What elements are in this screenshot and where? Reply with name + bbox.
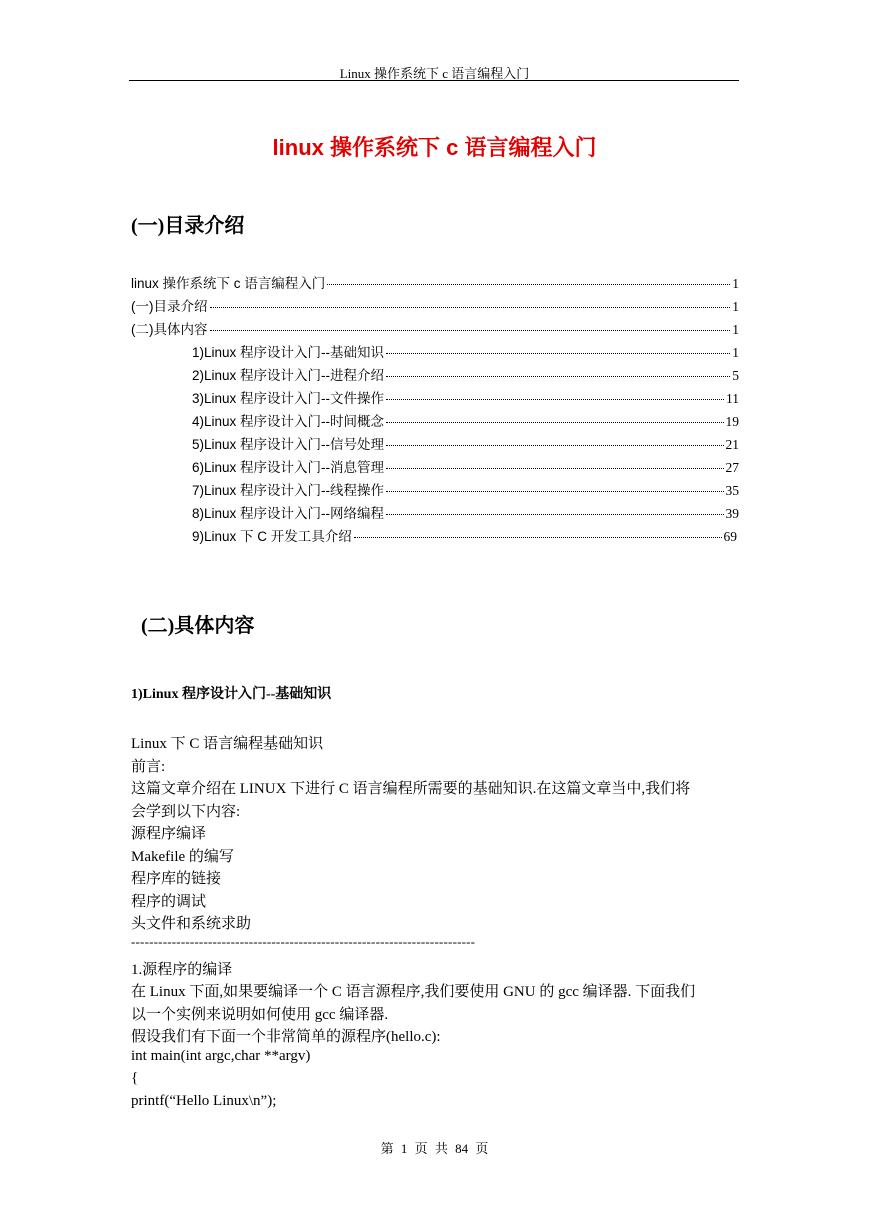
toc-leader: [386, 514, 723, 515]
body-text-line: 程序的调试: [131, 894, 207, 910]
document-title: linux 操作系统下 c 语言编程入门: [272, 135, 597, 160]
body-text-line: 在 Linux 下面,如果要编译一个 C 语言源程序,我们要使用 GNU 的 gcc 编译器. 下面我们: [131, 984, 696, 1000]
toc-leader: [386, 445, 723, 446]
body-text-line: 假设我们有下面一个非常简单的源程序(hello.c):: [131, 1029, 441, 1045]
toc-entry-label: (一)目录介绍: [131, 299, 208, 314]
toc-leader: [210, 307, 731, 308]
toc-entry-page: 1: [732, 299, 739, 314]
toc-entry[interactable]: [131, 272, 739, 292]
toc-entry-label: 3)Linux 程序设计入门--文件操作: [192, 391, 385, 406]
toc-entry[interactable]: [192, 525, 737, 545]
toc-leader: [386, 491, 723, 492]
toc-entry[interactable]: [192, 479, 739, 499]
toc-entry[interactable]: [192, 387, 739, 407]
toc-leader: [386, 399, 724, 400]
toc-entry-label: 5)Linux 程序设计入门--信号处理: [192, 437, 385, 452]
header-rule: [129, 80, 739, 81]
body-text-line: 程序库的链接: [131, 871, 222, 887]
page-footer: 第 1 页 共 84 页: [380, 1141, 489, 1156]
separator-line: ----------------------------------------------------------------------------: [131, 934, 476, 949]
table-of-contents: [131, 272, 739, 552]
toc-entry-page: 27: [725, 460, 739, 475]
toc-entry-page: 11: [726, 391, 739, 406]
toc-entry-label: 2)Linux 程序设计入门--进程介绍: [192, 368, 385, 383]
body-text-line: 以一个实例来说明如何使用 gcc 编译器.: [131, 1007, 389, 1023]
body-text-line: 源程序编译: [131, 826, 207, 842]
body-text-line: Makefile 的编写: [131, 849, 234, 865]
toc-entry-page: 5: [732, 368, 739, 383]
toc-entry[interactable]: [192, 502, 739, 522]
toc-entry-label: 7)Linux 程序设计入门--线程操作: [192, 483, 385, 498]
toc-leader: [386, 376, 730, 377]
toc-leader: [386, 468, 723, 469]
toc-entry-label: 9)Linux 下 C 开发工具介绍: [192, 529, 352, 544]
body-text-line: Linux 下 C 语言编程基础知识: [131, 736, 324, 752]
toc-entry-label: 1)Linux 程序设计入门--基础知识: [192, 345, 385, 360]
toc-entry-page: 1: [732, 345, 739, 360]
toc-entry-page: 1: [732, 322, 739, 337]
toc-leader: [210, 330, 731, 331]
toc-entry[interactable]: [192, 341, 739, 361]
toc-entry-page: 21: [725, 437, 739, 452]
toc-leader: [386, 422, 723, 423]
body-text-line: 前言:: [131, 759, 166, 775]
toc-entry-page: 19: [725, 414, 739, 429]
toc-entry-label: (二)具体内容: [131, 322, 208, 337]
toc-entry-label: 6)Linux 程序设计入门--消息管理: [192, 460, 385, 475]
body-text-line: 头文件和系统求助: [131, 916, 252, 932]
toc-entry-label: linux 操作系统下 c 语言编程入门: [131, 276, 326, 291]
toc-entry[interactable]: [192, 410, 739, 430]
toc-entry-page: 1: [732, 276, 739, 291]
toc-leader: [386, 353, 730, 354]
toc-entry[interactable]: [192, 364, 739, 384]
page-header: Linux 操作系统下 c 语言编程入门: [339, 66, 530, 81]
toc-entry-page: 39: [725, 506, 739, 521]
toc-entry[interactable]: [131, 318, 739, 338]
body-text-line: 1.源程序的编译: [131, 962, 233, 978]
toc-entry-label: 4)Linux 程序设计入门--时间概念: [192, 414, 385, 429]
toc-entry-page: 35: [725, 483, 739, 498]
toc-entry[interactable]: [131, 295, 739, 315]
toc-leader: [327, 284, 730, 285]
toc-entry-page: 69: [723, 529, 737, 544]
toc-entry-label: 8)Linux 程序设计入门--网络编程: [192, 506, 385, 521]
toc-entry[interactable]: [192, 433, 739, 453]
code-line: int main(int argc,char **argv): [131, 1048, 311, 1064]
toc-leader: [354, 537, 722, 538]
body-text-line: 会学到以下内容:: [131, 804, 241, 820]
subsection-heading: 1)Linux 程序设计入门--基础知识: [131, 687, 332, 702]
section-heading-toc: (一)目录介绍: [131, 215, 245, 237]
code-line: printf(“Hello Linux\n”);: [131, 1093, 277, 1109]
section-heading-content: (二)具体内容: [141, 615, 255, 637]
code-line: {: [131, 1070, 139, 1086]
body-text-line: 这篇文章介绍在 LINUX 下进行 C 语言编程所需要的基础知识.在这篇文章当中,我们将: [131, 781, 691, 797]
toc-entry[interactable]: [192, 456, 739, 476]
